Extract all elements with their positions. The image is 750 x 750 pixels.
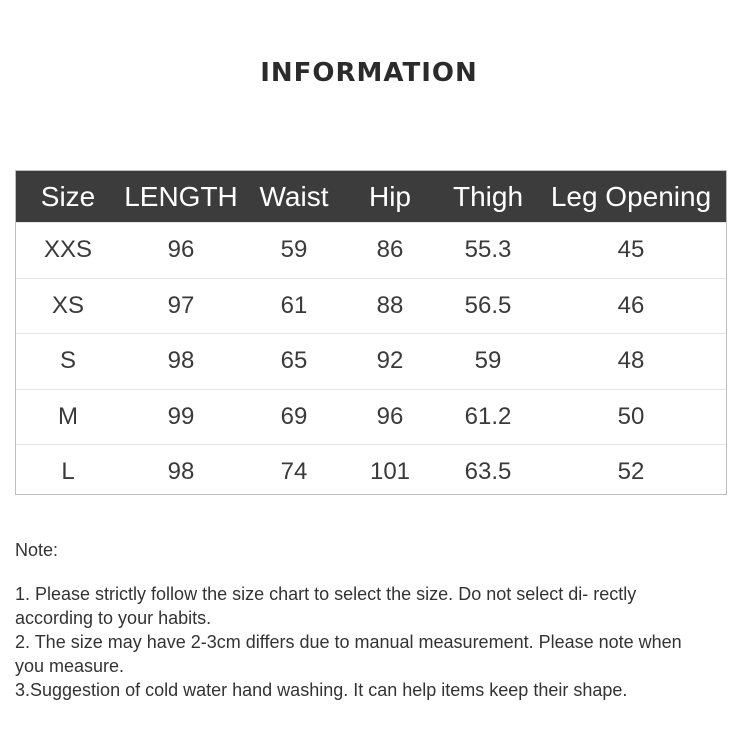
header-cell-waist: Waist <box>259 180 329 212</box>
table-row <box>16 278 726 334</box>
table-cell: 59 <box>280 236 308 264</box>
table-cell: 88 <box>376 291 404 319</box>
note-item: 3.Suggestion of cold water hand washing. It can help items keep their shape. <box>15 680 628 700</box>
table-cell: 61.2 <box>464 402 512 430</box>
size-chart-table <box>15 170 727 495</box>
header-cell-thigh: Thigh <box>452 180 524 212</box>
note-item: 2. The size may have 2-3cm differs due to manual measurement. Please note when you measure. <box>15 632 682 676</box>
table-cell: 96 <box>376 402 404 430</box>
table-cell: 86 <box>376 236 404 264</box>
table-cell: M <box>58 402 78 430</box>
table-cell: 69 <box>280 402 308 430</box>
table-cell: 52 <box>617 458 645 486</box>
table-cell: 45 <box>617 236 645 264</box>
table-cell: 61 <box>280 291 308 319</box>
notes-section <box>15 538 715 702</box>
table-cell: L <box>61 458 75 486</box>
note-item: 1. Please strictly follow the size chart to select the size. Do not select di- rectly according to your habits. <box>15 584 637 628</box>
table-row <box>16 389 726 445</box>
page-title: INFORMATION <box>260 58 478 88</box>
table-row <box>16 444 726 500</box>
table-cell: 99 <box>167 402 195 430</box>
table-cell: 63.5 <box>464 458 512 486</box>
table-cell: 97 <box>167 291 195 319</box>
table-cell: 55.3 <box>464 236 512 264</box>
table-header-row <box>16 171 726 222</box>
header-cell-hip: Hip <box>368 180 411 212</box>
table-cell: 65 <box>280 347 308 375</box>
table-cell: 48 <box>617 347 645 375</box>
table-cell: 46 <box>617 291 645 319</box>
table-cell: 56.5 <box>464 291 512 319</box>
table-cell: 50 <box>617 402 645 430</box>
table-cell: XS <box>51 291 84 319</box>
table-row <box>16 333 726 389</box>
notes-label: Note: <box>15 540 59 560</box>
header-cell-size: Size <box>40 180 96 212</box>
table-cell: 101 <box>369 458 411 486</box>
table-cell: 59 <box>474 347 502 375</box>
table-cell: 92 <box>376 347 404 375</box>
header-cell-length: LENGTH <box>124 180 238 212</box>
table-cell: 74 <box>280 458 308 486</box>
table-cell: 98 <box>167 347 195 375</box>
header-cell-leg-opening: Leg Opening <box>550 180 712 212</box>
table-cell: S <box>59 347 76 375</box>
table-cell: 98 <box>167 458 195 486</box>
table-row <box>16 222 726 278</box>
table-cell: 96 <box>167 236 195 264</box>
table-cell: XXS <box>43 236 93 264</box>
